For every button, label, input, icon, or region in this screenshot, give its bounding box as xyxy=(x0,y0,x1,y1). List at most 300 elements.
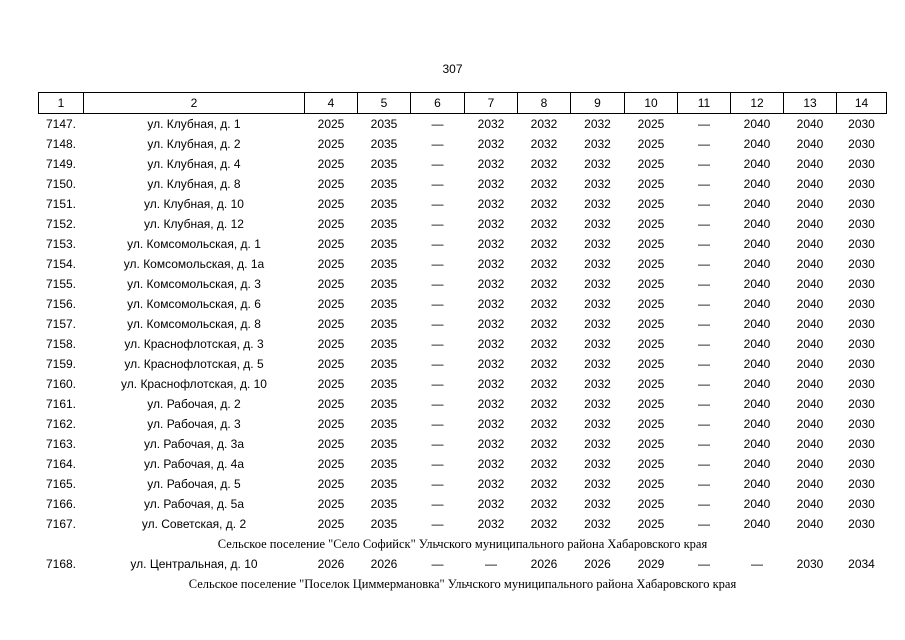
year-cell: 2025 xyxy=(637,277,665,291)
year-cell: 2026 xyxy=(530,557,558,571)
table-row xyxy=(39,554,887,574)
year-cell: — xyxy=(698,137,710,151)
year-cell: 2032 xyxy=(584,497,611,511)
year-cell: 2025 xyxy=(637,457,665,471)
address-cell: ул. Клубная, д. 8 xyxy=(147,177,241,191)
year-cell: 2025 xyxy=(637,437,665,451)
year-cell: 2035 xyxy=(370,497,398,511)
year-cell: 2040 xyxy=(796,497,824,511)
year-cell: 2025 xyxy=(317,137,345,151)
year-cell: 2040 xyxy=(796,137,824,151)
year-cell: 2035 xyxy=(370,237,398,251)
year-cell: 2025 xyxy=(317,257,345,271)
row-number: 7149. xyxy=(45,157,77,171)
year-cell: 2032 xyxy=(530,157,558,171)
row-number: 7161. xyxy=(45,397,77,411)
year-cell: 2040 xyxy=(796,197,824,211)
address-cell: ул. Клубная, д. 10 xyxy=(144,197,244,211)
address-cell: ул. Комсомольская, д. 6 xyxy=(127,297,261,311)
table-row xyxy=(39,114,887,135)
address-cell: ул. Клубная, д. 12 xyxy=(144,217,244,231)
year-cell: 2040 xyxy=(743,497,771,511)
address-cell: ул. Комсомольская, д. 1 xyxy=(127,237,261,251)
year-cell: 2032 xyxy=(477,517,505,531)
year-cell: 2032 xyxy=(584,397,611,411)
year-cell: 2032 xyxy=(477,217,505,231)
year-cell: 2032 xyxy=(584,337,611,351)
year-cell: 2030 xyxy=(848,137,875,151)
year-cell: 2032 xyxy=(477,297,505,311)
year-cell: 2030 xyxy=(848,457,875,471)
year-cell: 2025 xyxy=(637,357,665,371)
year-cell: 2026 xyxy=(584,557,611,571)
year-cell: 2040 xyxy=(743,457,771,471)
column-header: 14 xyxy=(837,93,887,114)
year-cell: 2032 xyxy=(584,437,611,451)
year-cell: 2032 xyxy=(477,277,505,291)
year-cell: 2040 xyxy=(796,397,824,411)
address-cell: ул. Клубная, д. 4 xyxy=(147,157,241,171)
row-number: 7163. xyxy=(45,437,77,451)
year-cell: — xyxy=(698,297,710,311)
year-cell: 2032 xyxy=(584,157,611,171)
year-cell: 2040 xyxy=(796,297,824,311)
address-cell: ул. Рабочая, д. 2 xyxy=(147,397,241,411)
year-cell: 2032 xyxy=(477,497,505,511)
year-cell: — xyxy=(698,197,710,211)
year-cell: — xyxy=(698,177,710,191)
year-cell: 2030 xyxy=(848,317,875,331)
year-cell: 2025 xyxy=(637,377,665,391)
year-cell: 2040 xyxy=(743,517,771,531)
column-header: 11 xyxy=(678,93,731,114)
year-cell: 2025 xyxy=(637,317,665,331)
year-cell: 2035 xyxy=(370,277,398,291)
year-cell: 2030 xyxy=(848,277,875,291)
year-cell: — xyxy=(431,517,444,531)
year-cell: 2035 xyxy=(370,417,398,431)
column-header: 7 xyxy=(465,93,518,114)
year-cell: — xyxy=(698,477,710,491)
year-cell: — xyxy=(431,437,444,451)
year-cell: 2032 xyxy=(584,457,611,471)
year-cell: — xyxy=(698,157,710,171)
section-heading-row xyxy=(39,534,887,554)
year-cell: 2025 xyxy=(637,477,665,491)
year-cell: 2040 xyxy=(743,317,771,331)
year-cell: 2040 xyxy=(743,137,771,151)
address-cell: ул. Краснофлотская, д. 10 xyxy=(121,377,267,391)
table-row xyxy=(39,414,887,434)
year-cell: 2040 xyxy=(796,437,824,451)
address-cell: ул. Рабочая, д. 5 xyxy=(147,477,241,491)
year-cell: — xyxy=(431,217,444,231)
year-cell: 2025 xyxy=(317,497,345,511)
year-cell: — xyxy=(751,557,763,571)
row-number: 7155. xyxy=(45,277,77,291)
year-cell: 2025 xyxy=(317,157,345,171)
year-cell: 2035 xyxy=(370,357,398,371)
address-cell: ул. Центральная, д. 10 xyxy=(130,557,258,571)
year-cell: 2032 xyxy=(477,377,505,391)
year-cell: 2030 xyxy=(848,377,875,391)
table-row xyxy=(39,314,887,334)
year-cell: — xyxy=(431,317,444,331)
year-cell: — xyxy=(431,237,444,251)
address-cell: ул. Комсомольская, д. 8 xyxy=(127,317,261,331)
year-cell: — xyxy=(431,117,444,131)
row-number: 7162. xyxy=(45,417,77,431)
year-cell: 2032 xyxy=(530,517,558,531)
table-row xyxy=(39,514,887,534)
year-cell: — xyxy=(698,557,710,571)
year-cell: 2032 xyxy=(530,477,558,491)
year-cell: 2032 xyxy=(584,417,611,431)
year-cell: 2032 xyxy=(530,337,558,351)
year-cell: 2030 xyxy=(848,177,875,191)
year-cell: 2040 xyxy=(743,437,771,451)
year-cell: 2035 xyxy=(370,337,398,351)
year-cell: 2030 xyxy=(848,237,875,251)
year-cell: 2032 xyxy=(477,117,505,131)
year-cell: 2035 xyxy=(370,517,398,531)
table-row xyxy=(39,234,887,254)
year-cell: 2032 xyxy=(477,357,505,371)
year-cell: 2040 xyxy=(796,517,824,531)
year-cell: 2032 xyxy=(584,277,611,291)
year-cell: — xyxy=(698,277,710,291)
year-cell: 2030 xyxy=(848,417,875,431)
year-cell: — xyxy=(698,497,710,511)
year-cell: 2025 xyxy=(317,117,345,131)
table-row xyxy=(39,134,887,154)
year-cell: — xyxy=(698,317,710,331)
column-header: 2 xyxy=(84,93,305,114)
year-cell: 2040 xyxy=(743,477,771,491)
year-cell: 2025 xyxy=(317,197,345,211)
year-cell: 2040 xyxy=(796,117,824,131)
table-row xyxy=(39,494,887,514)
year-cell: 2032 xyxy=(584,117,611,131)
year-cell: 2040 xyxy=(796,457,824,471)
year-cell: 2040 xyxy=(743,157,771,171)
year-cell: 2040 xyxy=(743,257,771,271)
year-cell: 2032 xyxy=(584,137,611,151)
year-cell: 2030 xyxy=(796,557,824,571)
row-number: 7160. xyxy=(45,377,77,391)
year-cell: 2040 xyxy=(796,357,824,371)
year-cell: — xyxy=(431,357,444,371)
year-cell: 2030 xyxy=(848,217,875,231)
year-cell: 2026 xyxy=(317,557,345,571)
table-row xyxy=(39,254,887,274)
row-number: 7164. xyxy=(45,457,77,471)
address-cell: ул. Комсомольская, д. 3 xyxy=(127,277,261,291)
year-cell: 2040 xyxy=(796,277,824,291)
year-cell: 2032 xyxy=(477,197,505,211)
year-cell: 2025 xyxy=(637,497,665,511)
column-header: 5 xyxy=(358,93,411,114)
year-cell: 2032 xyxy=(584,357,611,371)
year-cell: — xyxy=(698,357,710,371)
column-header: 4 xyxy=(305,93,358,114)
year-cell: 2032 xyxy=(530,217,558,231)
year-cell: 2040 xyxy=(796,477,824,491)
table-row xyxy=(39,354,887,374)
year-cell: 2032 xyxy=(584,477,611,491)
table-row xyxy=(39,214,887,234)
year-cell: 2032 xyxy=(584,237,611,251)
table-row xyxy=(39,174,887,194)
year-cell: 2032 xyxy=(477,237,505,251)
year-cell: 2040 xyxy=(743,217,771,231)
year-cell: 2040 xyxy=(796,417,824,431)
year-cell: 2040 xyxy=(743,377,771,391)
year-cell: 2032 xyxy=(530,117,558,131)
address-cell: ул. Рабочая, д. 4а xyxy=(143,457,245,471)
year-cell: 2025 xyxy=(317,477,345,491)
year-cell: 2025 xyxy=(317,217,345,231)
year-cell: — xyxy=(698,217,710,231)
year-cell: 2040 xyxy=(743,337,771,351)
row-number: 7150. xyxy=(45,177,77,191)
year-cell: 2025 xyxy=(637,257,665,271)
year-cell: 2032 xyxy=(530,277,558,291)
year-cell: 2032 xyxy=(477,477,505,491)
row-number: 7152. xyxy=(45,217,77,231)
year-cell: 2035 xyxy=(370,437,398,451)
year-cell: 2032 xyxy=(584,297,611,311)
address-cell: ул. Клубная, д. 1 xyxy=(147,117,241,131)
year-cell: 2025 xyxy=(637,117,665,131)
year-cell: — xyxy=(698,517,710,531)
column-header: 10 xyxy=(625,93,678,114)
year-cell: — xyxy=(698,257,710,271)
year-cell: 2025 xyxy=(317,437,345,451)
row-number: 7158. xyxy=(45,337,77,351)
year-cell: 2035 xyxy=(370,117,398,131)
section-heading-row xyxy=(39,574,887,594)
year-cell: 2035 xyxy=(370,477,398,491)
year-cell: — xyxy=(431,297,444,311)
year-cell: 2032 xyxy=(477,417,505,431)
year-cell: 2032 xyxy=(477,177,505,191)
year-cell: 2040 xyxy=(743,277,771,291)
row-number: 7168. xyxy=(45,557,77,571)
year-cell: — xyxy=(431,377,444,391)
year-cell: — xyxy=(431,137,444,151)
year-cell: 2030 xyxy=(848,157,875,171)
year-cell: 2025 xyxy=(317,397,345,411)
address-cell: ул. Рабочая, д. 3а xyxy=(143,437,245,451)
year-cell: 2035 xyxy=(370,257,398,271)
year-cell: 2032 xyxy=(477,137,505,151)
year-cell: 2032 xyxy=(477,317,505,331)
table-row xyxy=(39,274,887,294)
year-cell: 2032 xyxy=(584,317,611,331)
year-cell: 2032 xyxy=(530,197,558,211)
year-cell: 2032 xyxy=(477,437,505,451)
year-cell: 2040 xyxy=(743,357,771,371)
year-cell: 2029 xyxy=(637,557,665,571)
year-cell: 2040 xyxy=(796,157,824,171)
year-cell: 2034 xyxy=(848,557,875,571)
year-cell: 2026 xyxy=(370,557,398,571)
year-cell: 2032 xyxy=(584,197,611,211)
address-cell: ул. Советская, д. 2 xyxy=(141,517,247,531)
year-cell: 2025 xyxy=(637,217,665,231)
year-cell: 2032 xyxy=(530,137,558,151)
year-cell: — xyxy=(431,177,444,191)
year-cell: — xyxy=(431,417,444,431)
year-cell: 2025 xyxy=(637,237,665,251)
year-cell: — xyxy=(698,337,710,351)
year-cell: 2035 xyxy=(370,177,398,191)
year-cell: 2032 xyxy=(530,417,558,431)
year-cell: 2040 xyxy=(743,117,771,131)
address-cell: ул. Краснофлотская, д. 5 xyxy=(124,357,264,371)
year-cell: — xyxy=(698,117,710,131)
column-header: 6 xyxy=(411,93,465,114)
year-cell: — xyxy=(698,417,710,431)
year-cell: 2025 xyxy=(317,357,345,371)
year-cell: 2040 xyxy=(743,237,771,251)
year-cell: 2025 xyxy=(637,517,665,531)
year-cell: 2032 xyxy=(530,297,558,311)
table-header-row xyxy=(39,93,887,114)
year-cell: 2032 xyxy=(584,257,611,271)
year-cell: 2032 xyxy=(530,357,558,371)
row-number: 7156. xyxy=(45,297,77,311)
year-cell: 2030 xyxy=(848,477,875,491)
row-number: 7157. xyxy=(45,317,77,331)
year-cell: 2025 xyxy=(637,157,665,171)
year-cell: 2035 xyxy=(370,377,398,391)
year-cell: 2025 xyxy=(637,197,665,211)
year-cell: 2025 xyxy=(637,137,665,151)
year-cell: 2040 xyxy=(743,197,771,211)
year-cell: 2035 xyxy=(370,457,398,471)
year-cell: 2032 xyxy=(477,257,505,271)
row-number: 7154. xyxy=(45,257,77,271)
year-cell: 2025 xyxy=(317,277,345,291)
year-cell: — xyxy=(431,277,444,291)
column-header: 12 xyxy=(731,93,784,114)
year-cell: 2032 xyxy=(584,177,611,191)
year-cell: 2035 xyxy=(370,137,398,151)
year-cell: 2040 xyxy=(796,337,824,351)
year-cell: 2025 xyxy=(637,417,665,431)
year-cell: — xyxy=(431,557,444,571)
table-row xyxy=(39,434,887,454)
year-cell: 2032 xyxy=(530,457,558,471)
column-header: 13 xyxy=(784,93,837,114)
year-cell: 2030 xyxy=(848,337,875,351)
page-number: 307 xyxy=(442,62,463,76)
year-cell: 2032 xyxy=(530,177,558,191)
year-cell: 2032 xyxy=(530,237,558,251)
year-cell: — xyxy=(431,477,444,491)
year-cell: 2035 xyxy=(370,297,398,311)
address-cell: ул. Комсомольская, д. 1а xyxy=(123,257,265,271)
row-number: 7167. xyxy=(45,517,77,531)
row-number: 7159. xyxy=(45,357,77,371)
year-cell: — xyxy=(431,197,444,211)
year-cell: 2025 xyxy=(317,517,345,531)
year-cell: 2025 xyxy=(317,237,345,251)
table-row xyxy=(39,374,887,394)
year-cell: 2032 xyxy=(584,377,611,391)
table-row xyxy=(39,194,887,214)
column-header: 8 xyxy=(518,93,571,114)
row-number: 7151. xyxy=(45,197,77,211)
year-cell: 2025 xyxy=(637,297,665,311)
year-cell: — xyxy=(485,557,497,571)
year-cell: — xyxy=(431,157,444,171)
address-cell: ул. Краснофлотская, д. 3 xyxy=(124,337,264,351)
year-cell: 2032 xyxy=(530,497,558,511)
year-cell: 2035 xyxy=(370,217,398,231)
table-row xyxy=(39,334,887,354)
year-cell: — xyxy=(431,257,444,271)
year-cell: 2030 xyxy=(848,257,875,271)
year-cell: 2035 xyxy=(370,197,398,211)
table-row xyxy=(39,454,887,474)
year-cell: 2040 xyxy=(743,297,771,311)
year-cell: 2025 xyxy=(317,457,345,471)
year-cell: — xyxy=(431,397,444,411)
year-cell: 2030 xyxy=(848,437,875,451)
year-cell: 2040 xyxy=(796,237,824,251)
year-cell: 2032 xyxy=(530,317,558,331)
year-cell: 2040 xyxy=(796,377,824,391)
table-row xyxy=(39,394,887,414)
table-row xyxy=(39,474,887,494)
year-cell: 2040 xyxy=(796,317,824,331)
year-cell: 2030 xyxy=(848,497,875,511)
year-cell: 2032 xyxy=(584,517,611,531)
year-cell: 2030 xyxy=(848,357,875,371)
year-cell: 2040 xyxy=(743,177,771,191)
year-cell: 2040 xyxy=(743,417,771,431)
year-cell: 2040 xyxy=(796,257,824,271)
row-number: 7148. xyxy=(45,137,77,151)
row-number: 7147. xyxy=(45,117,77,131)
year-cell: 2032 xyxy=(530,377,558,391)
year-cell: 2025 xyxy=(637,397,665,411)
year-cell: 2032 xyxy=(477,397,505,411)
year-cell: 2030 xyxy=(848,297,875,311)
year-cell: 2032 xyxy=(477,457,505,471)
year-cell: 2032 xyxy=(477,337,505,351)
year-cell: 2032 xyxy=(530,397,558,411)
year-cell: — xyxy=(431,337,444,351)
year-cell: 2030 xyxy=(848,517,875,531)
address-cell: ул. Клубная, д. 2 xyxy=(147,137,241,151)
year-cell: 2025 xyxy=(317,317,345,331)
address-cell: ул. Рабочая, д. 5а xyxy=(143,497,245,511)
row-number: 7153. xyxy=(45,237,77,251)
year-cell: 2030 xyxy=(848,197,875,211)
year-cell: 2025 xyxy=(317,177,345,191)
year-cell: — xyxy=(431,457,444,471)
year-cell: 2030 xyxy=(848,397,875,411)
year-cell: — xyxy=(698,397,710,411)
table-row xyxy=(39,294,887,314)
year-cell: 2035 xyxy=(370,397,398,411)
year-cell: 2035 xyxy=(370,317,398,331)
table-row xyxy=(39,154,887,174)
